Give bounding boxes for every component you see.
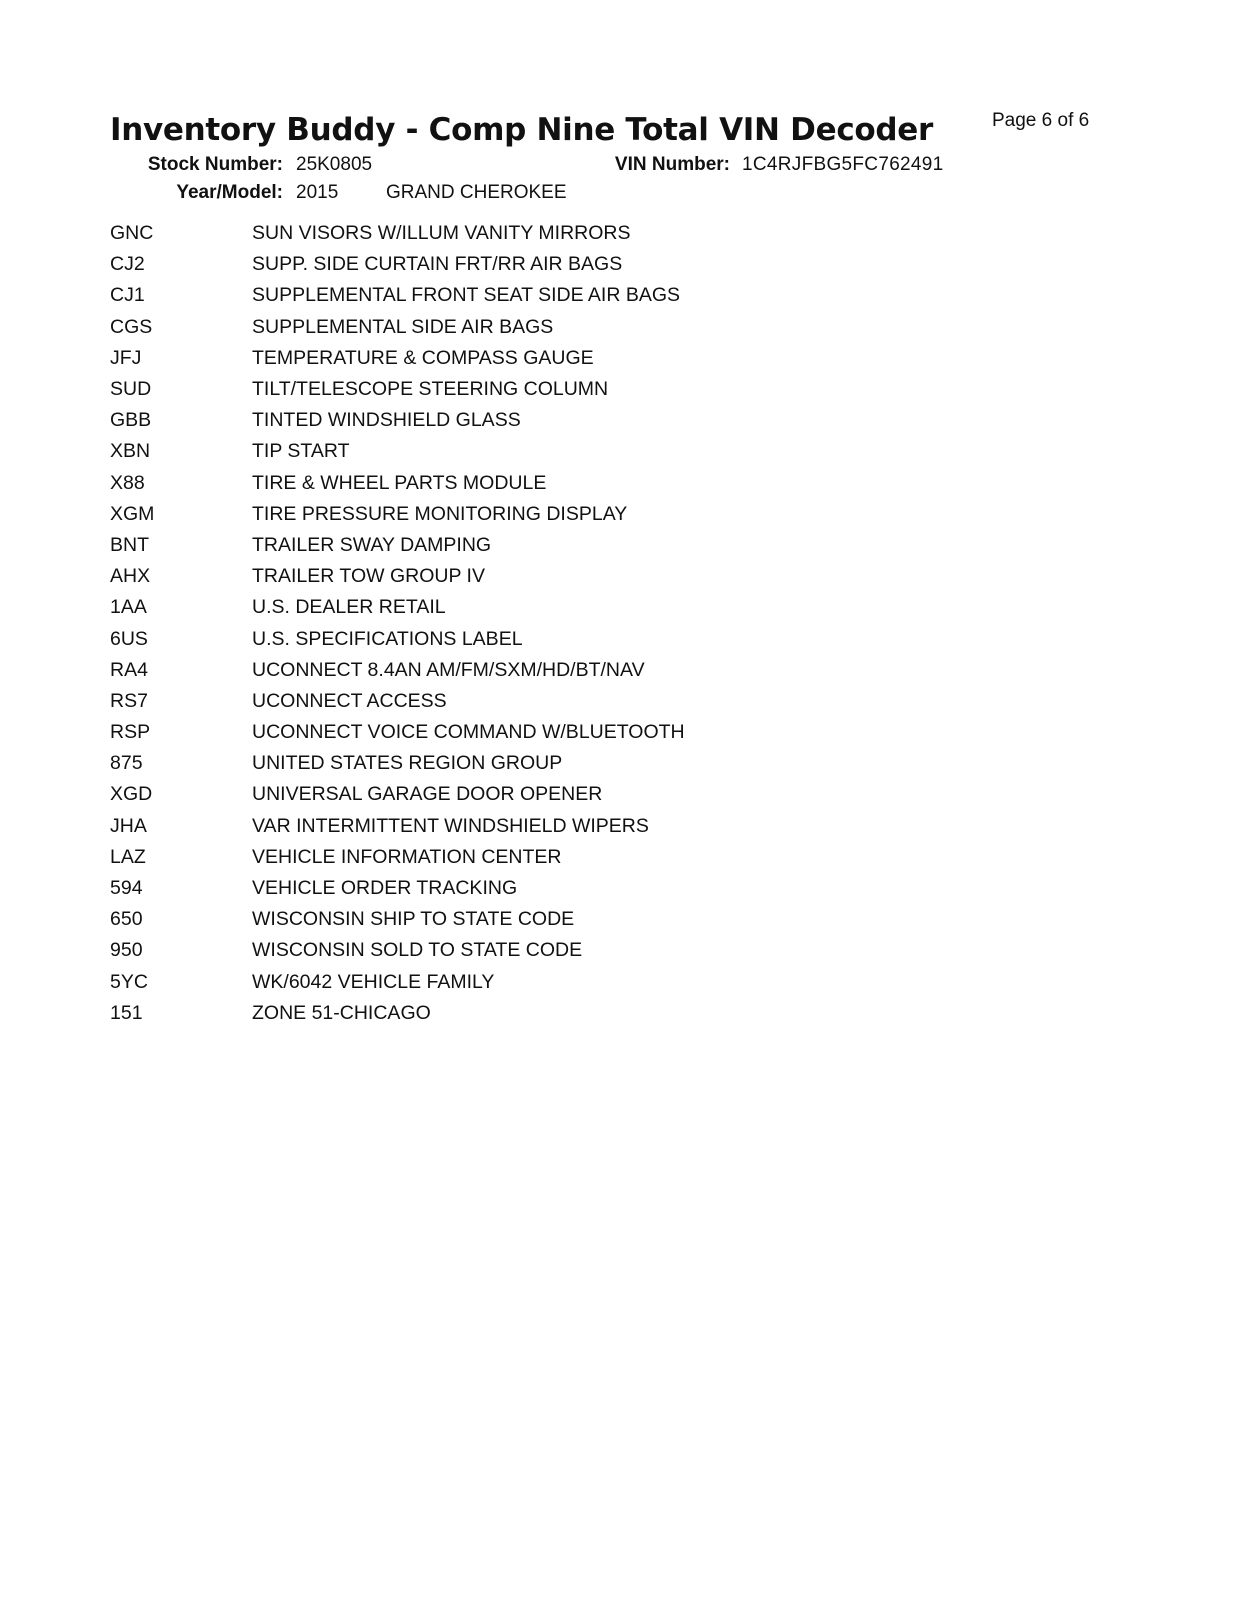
model-value: GRAND CHEROKEE bbox=[386, 182, 567, 203]
year-value: 2015 bbox=[296, 182, 339, 203]
option-code: RS7 bbox=[110, 689, 148, 712]
option-row bbox=[110, 623, 685, 654]
option-description: VEHICLE INFORMATION CENTER bbox=[252, 845, 562, 868]
option-code: XBN bbox=[110, 440, 151, 463]
option-row bbox=[110, 374, 685, 405]
option-row bbox=[110, 468, 685, 499]
option-row bbox=[110, 873, 685, 904]
stock-number-label: Stock Number: bbox=[147, 154, 283, 175]
option-description: SUPPLEMENTAL FRONT SEAT SIDE AIR BAGS bbox=[252, 284, 681, 307]
option-code: 6US bbox=[110, 627, 148, 650]
vin-number-label: VIN Number: bbox=[614, 154, 730, 175]
option-description: SUPP. SIDE CURTAIN FRT/RR AIR BAGS bbox=[252, 253, 623, 276]
option-code: 1AA bbox=[110, 596, 147, 619]
option-code: 594 bbox=[110, 877, 143, 900]
option-row bbox=[110, 280, 685, 311]
option-code: 5YC bbox=[110, 970, 148, 993]
year-model-label: Year/Model: bbox=[176, 182, 283, 203]
option-row bbox=[110, 935, 685, 966]
option-description: ZONE 51-CHICAGO bbox=[252, 1001, 431, 1024]
option-row bbox=[110, 811, 685, 842]
option-code: CGS bbox=[110, 315, 153, 338]
option-description: TEMPERATURE & COMPASS GAUGE bbox=[252, 346, 594, 369]
option-row bbox=[110, 717, 685, 748]
option-code: GBB bbox=[110, 409, 152, 432]
option-row bbox=[110, 748, 685, 779]
option-description: U.S. SPECIFICATIONS LABEL bbox=[252, 627, 523, 650]
option-description: TRAILER SWAY DAMPING bbox=[252, 533, 492, 556]
option-description: UNIVERSAL GARAGE DOOR OPENER bbox=[252, 783, 603, 806]
option-description: TILT/TELESCOPE STEERING COLUMN bbox=[252, 378, 609, 401]
option-code: 950 bbox=[110, 939, 143, 962]
option-code: RSP bbox=[110, 721, 151, 744]
option-description: TIRE PRESSURE MONITORING DISPLAY bbox=[252, 502, 628, 525]
option-code: AHX bbox=[110, 565, 151, 588]
option-row bbox=[110, 405, 685, 436]
option-row bbox=[110, 249, 685, 280]
option-code: 151 bbox=[110, 1001, 143, 1024]
option-description: SUN VISORS W/ILLUM VANITY MIRRORS bbox=[252, 222, 631, 245]
option-code: RA4 bbox=[110, 658, 148, 681]
option-description: VAR INTERMITTENT WINDSHIELD WIPERS bbox=[252, 814, 649, 837]
option-code: 875 bbox=[110, 752, 143, 775]
document-title: Inventory Buddy - Comp Nine Total VIN Decoder bbox=[110, 112, 934, 148]
option-description: TIP START bbox=[252, 440, 350, 463]
option-description: UNITED STATES REGION GROUP bbox=[252, 752, 563, 775]
option-description: WK/6042 VEHICLE FAMILY bbox=[252, 970, 495, 993]
option-code: 650 bbox=[110, 908, 143, 931]
option-code: GNC bbox=[110, 222, 154, 245]
option-code: JHA bbox=[110, 814, 147, 837]
option-row bbox=[110, 218, 685, 249]
option-row bbox=[110, 998, 685, 1029]
option-row bbox=[110, 779, 685, 810]
option-description: WISCONSIN SHIP TO STATE CODE bbox=[252, 908, 575, 931]
option-row bbox=[110, 499, 685, 530]
option-row bbox=[110, 967, 685, 998]
option-code: CJ1 bbox=[110, 284, 145, 307]
option-code: XGD bbox=[110, 783, 153, 806]
option-description: TRAILER TOW GROUP IV bbox=[252, 565, 485, 588]
option-code: CJ2 bbox=[110, 253, 145, 276]
option-row bbox=[110, 343, 685, 374]
option-description: TIRE & WHEEL PARTS MODULE bbox=[252, 471, 547, 494]
option-row bbox=[110, 561, 685, 592]
option-row bbox=[110, 842, 685, 873]
option-row bbox=[110, 655, 685, 686]
option-description: TINTED WINDSHIELD GLASS bbox=[252, 409, 521, 432]
option-code: SUD bbox=[110, 378, 152, 401]
option-code: LAZ bbox=[110, 845, 146, 868]
option-code: X88 bbox=[110, 471, 145, 494]
option-row bbox=[110, 592, 685, 623]
vin-number-value: 1C4RJFBG5FC762491 bbox=[742, 154, 944, 175]
option-row bbox=[110, 686, 685, 717]
option-code-list bbox=[110, 218, 685, 1029]
option-description: SUPPLEMENTAL SIDE AIR BAGS bbox=[252, 315, 554, 338]
option-code: BNT bbox=[110, 533, 149, 556]
option-description: WISCONSIN SOLD TO STATE CODE bbox=[252, 939, 583, 962]
option-description: UCONNECT 8.4AN AM/FM/SXM/HD/BT/NAV bbox=[252, 658, 645, 681]
option-description: UCONNECT VOICE COMMAND W/BLUETOOTH bbox=[252, 721, 685, 744]
page-number: Page 6 of 6 bbox=[992, 110, 1090, 131]
option-code: JFJ bbox=[110, 346, 142, 369]
stock-number-value: 25K0805 bbox=[296, 154, 373, 175]
option-row bbox=[110, 904, 685, 935]
option-description: U.S. DEALER RETAIL bbox=[252, 596, 446, 619]
option-row bbox=[110, 530, 685, 561]
option-row bbox=[110, 312, 685, 343]
option-code: XGM bbox=[110, 502, 155, 525]
option-row bbox=[110, 436, 685, 467]
option-description: VEHICLE ORDER TRACKING bbox=[252, 877, 518, 900]
option-description: UCONNECT ACCESS bbox=[252, 689, 447, 712]
